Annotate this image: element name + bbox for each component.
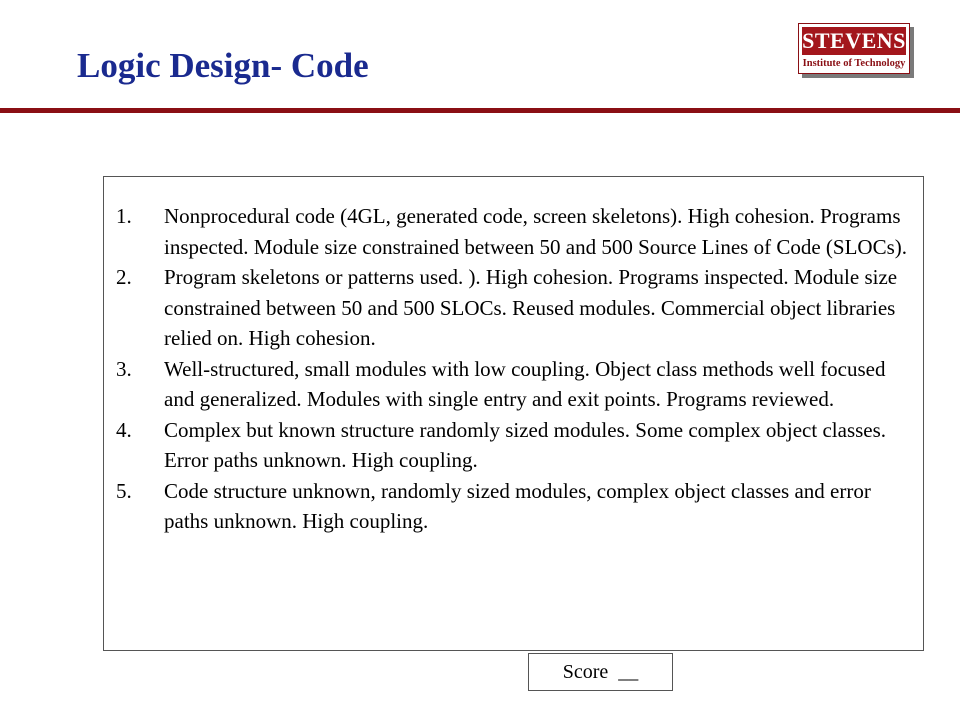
logo-name: STEVENS [802, 28, 906, 53]
list-item [116, 201, 917, 262]
list-item [116, 476, 917, 537]
item-text: Complex but known structure randomly sized modules. Some complex object classes. Error paths unknown. High coupling. [164, 417, 887, 472]
content-box [103, 176, 924, 651]
item-number: 2. [116, 265, 132, 289]
title-divider [0, 108, 960, 113]
slide-title: Logic Design- Code [77, 46, 369, 85]
item-text: Code structure unknown, randomly sized modules, complex object classes and error paths unknown. High coupling. [164, 478, 871, 533]
logo-subtitle: Institute of Technology [802, 58, 906, 69]
stevens-logo [798, 23, 910, 74]
item-number: 5. [116, 478, 132, 503]
score-box: Score __ [528, 653, 673, 691]
code-level-list [116, 201, 917, 537]
item-number: 1. [116, 204, 132, 228]
item-text: Nonprocedural code (4GL, generated code, screen skeletons). High cohesion. Programs inspected. Module size constrained between 50 and 500 Source Lines of Code (SLOCs). [164, 204, 907, 259]
item-text: Well-structured, small modules with low coupling. Object class methods well focused and generalized. Modules with single entry and exit points. Programs reviewed. [164, 356, 886, 411]
list-item [116, 354, 917, 415]
item-text: Program skeletons or patterns used. ). High cohesion. Programs inspected. Module size constrained between 50 and 500 SLOCs. Reused modules. Commercial object libraries relied on. High cohesion. [164, 265, 898, 350]
item-number: 4. [116, 417, 132, 442]
item-number: 3. [116, 356, 132, 381]
list-item [116, 415, 917, 476]
list-item [116, 262, 917, 354]
